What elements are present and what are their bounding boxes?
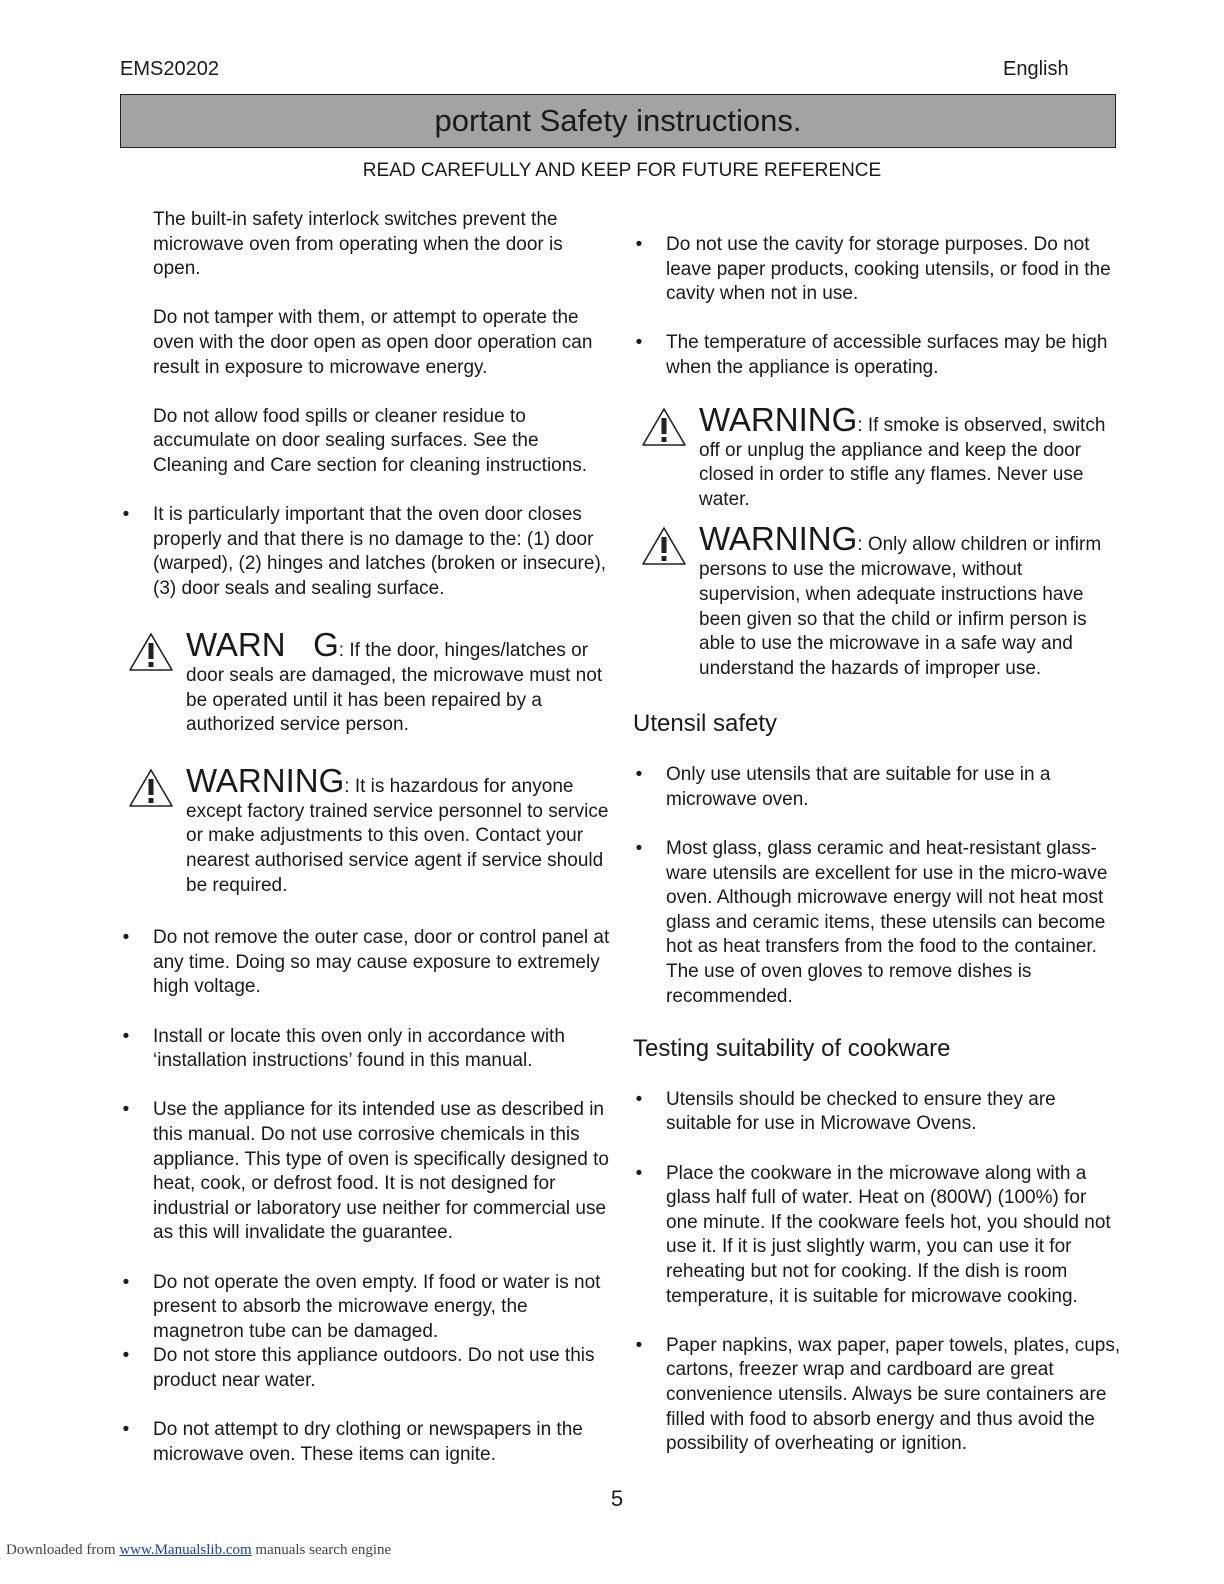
bullet: • bbox=[122, 1345, 130, 1367]
warning-text: : If the door, hinges/latches or door seals are damaged, the microwave must not be operated until it has been repaired by a authorized service person. bbox=[186, 640, 603, 736]
list-item bbox=[633, 1162, 1123, 1310]
list-item-text: Do not store this appliance outdoors. Do not use this product near water. bbox=[153, 1345, 595, 1391]
warning-block bbox=[633, 520, 1123, 681]
right-column bbox=[633, 233, 1123, 1481]
warning-title: WARNING bbox=[699, 400, 858, 438]
list-item-text: It is particularly important that the oven door closes properly and that there is no damage to the: (1) door (warped), (2) hinges and latches (broken or insecure), (3) door seals and sealing surface. bbox=[153, 504, 607, 599]
list-item-text: Place the cookware in the microwave along with a glass half full of water. Heat on (800W) (100%) for one minute. If the cookware feels hot, you should not use it. If it is just slightly warm, you can use it for reheating but not for cooking. If the dish is room temperature, it is suitable for microwave cooking. bbox=[666, 1162, 1111, 1307]
list-item bbox=[120, 1418, 610, 1467]
paragraph: Do not tamper with them, or attempt to operate the oven with the door open as open door operation can result in exposure to microwave energy. bbox=[153, 307, 593, 378]
header-language: English bbox=[1003, 58, 1069, 80]
warning-block bbox=[120, 626, 610, 738]
warning-triangle-icon bbox=[641, 526, 687, 566]
footer-suffix: manuals search engine bbox=[255, 1542, 392, 1558]
list-item-text: Do not operate the oven empty. If food or water is not present to absorb the microwave energy, the magnetron tube can be damaged. bbox=[153, 1271, 601, 1342]
left-column bbox=[120, 208, 610, 1492]
warning-block bbox=[120, 762, 610, 898]
list-item bbox=[120, 926, 610, 1000]
bullet: • bbox=[635, 1162, 643, 1184]
list-item bbox=[120, 1025, 610, 1074]
bullet: • bbox=[122, 927, 130, 949]
list-item bbox=[633, 331, 1123, 380]
bullet: • bbox=[635, 1334, 643, 1356]
warning-triangle-icon bbox=[128, 632, 174, 672]
manualslib-link[interactable]: www.Manualslib.com bbox=[119, 1542, 252, 1558]
warning-title: WARNING bbox=[699, 520, 858, 558]
warning-text: : If smoke is observed, switch off or unplug the appliance and keep the door closed in order to stifle any flames. Never use water. bbox=[699, 414, 1106, 510]
list-item bbox=[633, 233, 1123, 307]
bullet: • bbox=[122, 504, 130, 526]
paragraph: The built-in safety interlock switches prevent the microwave oven from operating when the door is open. bbox=[153, 209, 563, 280]
list-item-text: Use the appliance for its intended use as described in this manual. Do not use corrosive chemicals in this appliance. This type of oven is specifically designed to heat, cook, or defrost food. It is not designed for industrial or laboratory use neither for commercial use as this will invalidate the guarantee. bbox=[153, 1099, 609, 1244]
list-item bbox=[633, 1088, 1123, 1137]
bullet: • bbox=[635, 234, 643, 255]
bullet: • bbox=[635, 838, 643, 860]
bullet: • bbox=[122, 1025, 130, 1047]
warning-triangle-icon bbox=[641, 407, 687, 447]
list-item-text: Do not use the cavity for storage purposes. Do not leave paper products, cooking utensils, or food in the cavity when not in use. bbox=[666, 234, 1111, 305]
list-item bbox=[633, 1334, 1123, 1457]
list-item-text: Install or locate this oven only in accordance with ‘installation instructions’ found in this manual. bbox=[153, 1025, 565, 1072]
page-number: 5 bbox=[610, 1486, 624, 1511]
bullet: • bbox=[635, 1088, 643, 1110]
list-item bbox=[633, 837, 1123, 1009]
section-heading-testing-cookware: Testing suitability of cookware bbox=[633, 1034, 951, 1062]
bullet: • bbox=[635, 764, 643, 786]
footer-prefix: Downloaded from bbox=[6, 1542, 116, 1558]
warning-block bbox=[633, 401, 1123, 513]
list-item bbox=[120, 503, 610, 601]
list-item-text: Most glass, glass ceramic and heat-resistant glass-ware utensils are excellent for use in the micro-wave oven. Although microwave energy will not heat most glass and ceramic items, these utensils can become hot as heat transfers from the food to the container. The use of oven gloves to remove dishes is recommended. bbox=[666, 838, 1108, 1007]
list-item-text: Do not attempt to dry clothing or newspapers in the microwave oven. These items can ignite. bbox=[153, 1419, 583, 1465]
page-title: portant Safety instructions. bbox=[120, 94, 1116, 148]
warning-title: WARNING bbox=[186, 761, 345, 799]
footer bbox=[6, 1542, 391, 1559]
list-item-text: Only use utensils that are suitable for use in a microwave oven. bbox=[666, 764, 1051, 810]
list-item-text: Utensils should be checked to ensure they are suitable for use in Microwave Ovens. bbox=[666, 1088, 1056, 1135]
page-subtitle: READ CAREFULLY AND KEEP FOR FUTURE REFERENCE bbox=[362, 160, 882, 181]
warning-triangle-icon bbox=[128, 768, 174, 808]
list-item bbox=[120, 1271, 610, 1345]
list-item-text: Paper napkins, wax paper, paper towels, plates, cups, cartons, freezer wrap and cardboard are great convenience utensils. Always be sure containers are filled with food to absorb energy and thus avoid the possibility of overheating or ignition. bbox=[666, 1334, 1121, 1455]
bullet: • bbox=[635, 332, 643, 354]
section-heading-utensil-safety: Utensil safety bbox=[633, 710, 778, 738]
warning-text: : It is hazardous for anyone except factory trained service personnel to service or make adjustments to this oven. Contact your nearest authorised service agent if service should be required. bbox=[186, 775, 609, 896]
list-item-text: The temperature of accessible surfaces may be high when the appliance is operating. bbox=[666, 332, 1108, 378]
list-item bbox=[120, 1344, 610, 1393]
bullet: • bbox=[122, 1271, 130, 1293]
warning-title: WARN G bbox=[186, 626, 339, 664]
list-item bbox=[120, 1098, 610, 1246]
bullet: • bbox=[122, 1099, 130, 1121]
paragraph: Do not allow food spills or cleaner residue to accumulate on door sealing surfaces. See the Cleaning and Care section for cleaning instructions. bbox=[153, 405, 588, 476]
bullet: • bbox=[122, 1419, 130, 1441]
warning-text: : Only allow children or infirm persons to use the microwave, without supervision, when adequate instructions have been given so that the child or infirm person is able to use the microwave in a safe way and understand the hazards of improper use. bbox=[699, 534, 1102, 679]
list-item bbox=[633, 763, 1123, 812]
list-item-text: Do not remove the outer case, door or control panel at any time. Doing so may cause exposure to extremely high voltage. bbox=[153, 927, 610, 998]
header-model: EMS20202 bbox=[120, 58, 219, 80]
